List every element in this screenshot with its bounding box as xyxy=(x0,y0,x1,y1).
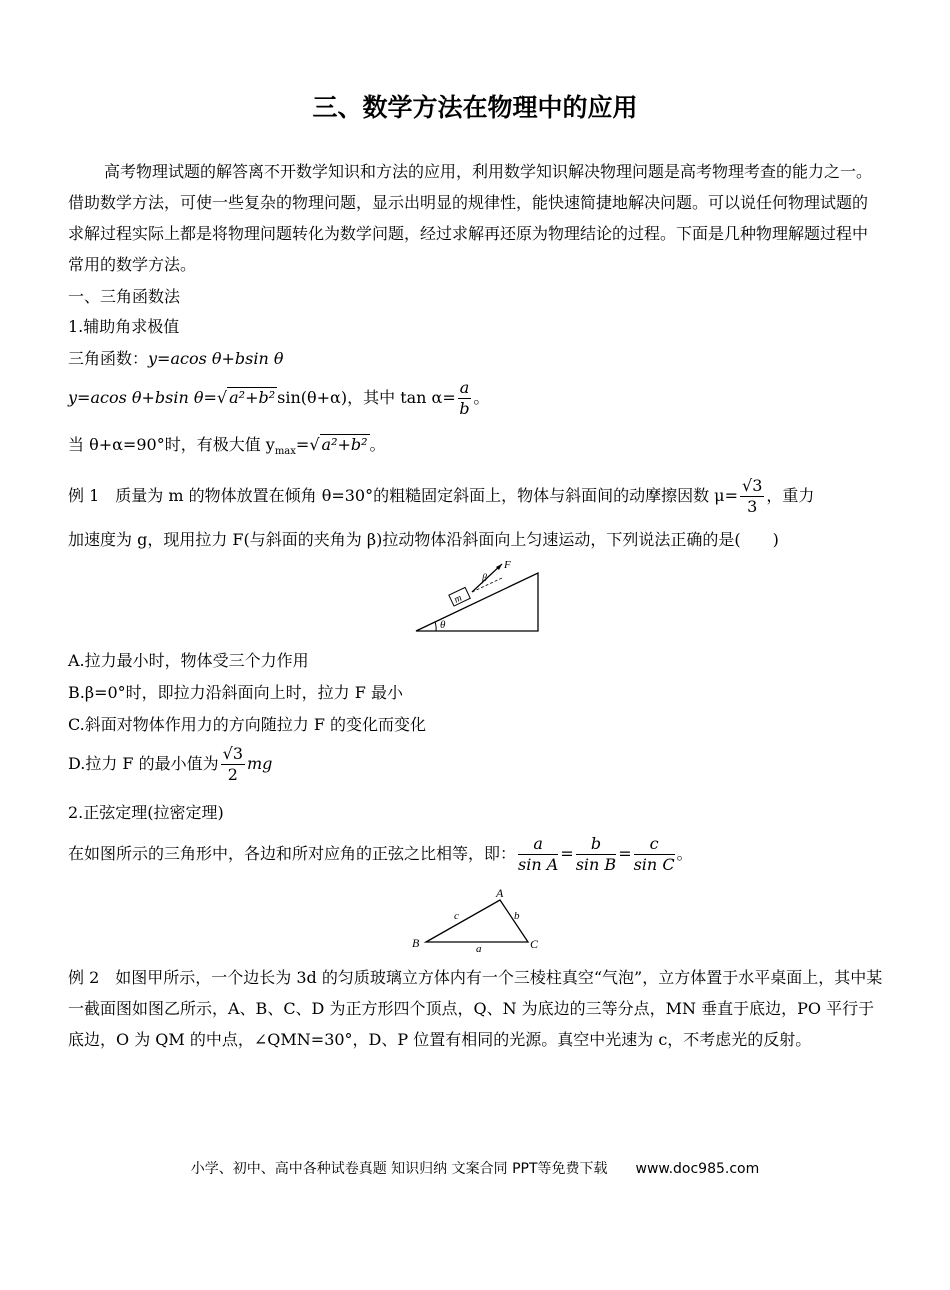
svg-text:m: m xyxy=(452,592,464,606)
option-d xyxy=(68,744,272,785)
example2-paragraph: 例 2 如图甲所示，一个边长为 3d 的匀质玻璃立方体内有一个三棱柱真空“气泡”，立方体置于水平桌面上，其中某一截面图如图乙所示，A、B、C、D 为正方形四个顶点，Q、N 为底边的三等分点，MN 垂直于底边，PO 平行于底边，O 为 QM 的中点，∠QMN=30°，D、P 位置有相同的光源。真空中光速为 c，不考虑光的反射。 xyxy=(68,968,883,1049)
sine-law-text: 在如图所示的三角形中，各边和所对应角的正弦之比相等，即： xyxy=(68,844,517,863)
mu-fraction: $\frac{√3}{3}$ xyxy=(742,476,763,516)
max-eq: = xyxy=(295,435,310,454)
force-label: F xyxy=(504,559,511,571)
formula1-mid: sin(θ+α)，其中 tan α= xyxy=(277,388,456,407)
tan-alpha-fraction: $\frac{a}{b}$ xyxy=(459,378,470,418)
block-m xyxy=(449,587,471,606)
subsection-aux-angle: 1.辅助角求极值 xyxy=(68,317,180,336)
example1-line1 xyxy=(68,476,814,517)
incline-direction-dashed xyxy=(472,578,502,592)
formula1-lhs: y=acos θ+bsin θ= xyxy=(68,388,217,407)
side-c: c xyxy=(454,910,459,922)
max-end: 。 xyxy=(369,435,386,454)
trig-expression: y=acos θ+bsin θ xyxy=(148,349,284,368)
formula1-end: 。 xyxy=(473,388,490,407)
sine-law-line: 在如图所示的三角形中，各边和所对应角的正弦之比相等，即： $\frac{a}{\text{sin A}}$ = $\frac{b}{\text{sin B}}$ = $\frac{c}{\text{sin C}}$ 。 xyxy=(68,834,693,874)
example1-line2: 加速度为 g，现用拉力 F(与斜面的夹角为 β)拉动物体沿斜面向上匀速运动，下列说法正确的是( ) xyxy=(68,530,779,549)
beta-label: β xyxy=(482,573,487,584)
incline-figure xyxy=(410,556,545,636)
option-c: C.斜面对物体作用力的方向随拉力 F 的变化而变化 xyxy=(68,715,427,734)
formula-aux-angle: y=acos θ+bsin θ=√ a²+b² sin(θ+α)，其中 tan α= $\frac{a}{b}$ 。 xyxy=(68,378,490,418)
sine-fraction-a: $\frac{a}{\text{sin A}}$ xyxy=(518,834,559,874)
triangle-figure xyxy=(408,884,548,954)
sine-end: 。 xyxy=(676,844,693,863)
sine-fraction-b: $\frac{b}{\text{sin B}}$ xyxy=(575,834,617,874)
subsection-sine-law: 2.正弦定理(拉密定理) xyxy=(68,803,224,822)
side-b: b xyxy=(514,910,520,922)
max-text: 当 θ+α=90°时，有极大值 y xyxy=(68,435,275,454)
vertex-b: B xyxy=(412,936,420,950)
theta-label: θ xyxy=(440,619,446,631)
option-d-fraction: $\frac{√3}{2}$ xyxy=(222,744,243,784)
page-footer: 小学、初中、高中各种试卷真题 知识归纳 文案合同 PPT等免费下载 www.doc985.com xyxy=(190,1161,760,1177)
section-heading-trig: 一、三角函数法 xyxy=(68,287,181,306)
side-a: a xyxy=(476,943,482,954)
option-b: B.β=0°时，即拉力沿斜面向上时，拉力 F 最小 xyxy=(68,683,403,702)
max-subscript: max xyxy=(274,446,296,458)
vertex-c: C xyxy=(530,937,539,951)
option-a: A.拉力最小时，物体受三个力作用 xyxy=(68,651,309,670)
ex1-text-b: ，重力 xyxy=(766,486,815,505)
max-sqrt: a²+b² xyxy=(321,435,368,454)
incline-triangle xyxy=(416,573,538,631)
formula1-sqrt: a²+b² xyxy=(229,388,276,407)
ex1-text-a: 例 1 质量为 m 的物体放置在倾角 θ=30°的粗糙固定斜面上，物体与斜面间的动摩擦因数 μ= xyxy=(68,486,738,505)
theta-arc xyxy=(435,622,436,631)
intro-paragraph: 高考物理试题的解答离不开数学知识和方法的应用，利用数学知识解决物理问题是高考物理考查的能力之一。借助数学方法，可使一些复杂的物理问题，显示出明显的规律性，能快速简捷地解决问题。可以说任何物理试题的求解过程实际上都是将物理问题转化为数学问题，经过求解再还原为物理结论的过程。下面是几种物理解题过程中常用的数学方法。 xyxy=(68,162,873,274)
page-title: 三、数学方法在物理中的应用 xyxy=(312,93,638,122)
max-value-line: 当 θ+α=90°时，有极大值 $y_{max}=√$ a²+b² 。 xyxy=(68,435,386,458)
trig-label: 三角函数： xyxy=(68,349,149,368)
option-d-text: D.拉力 F 的最小值为 xyxy=(68,754,219,773)
triangle-abc xyxy=(426,900,528,942)
sine-fraction-c: $\frac{c}{\text{sin C}}$ xyxy=(633,834,675,874)
vertex-a: A xyxy=(496,886,504,900)
option-d-mg: mg xyxy=(247,754,273,773)
trig-function-line xyxy=(68,346,284,369)
